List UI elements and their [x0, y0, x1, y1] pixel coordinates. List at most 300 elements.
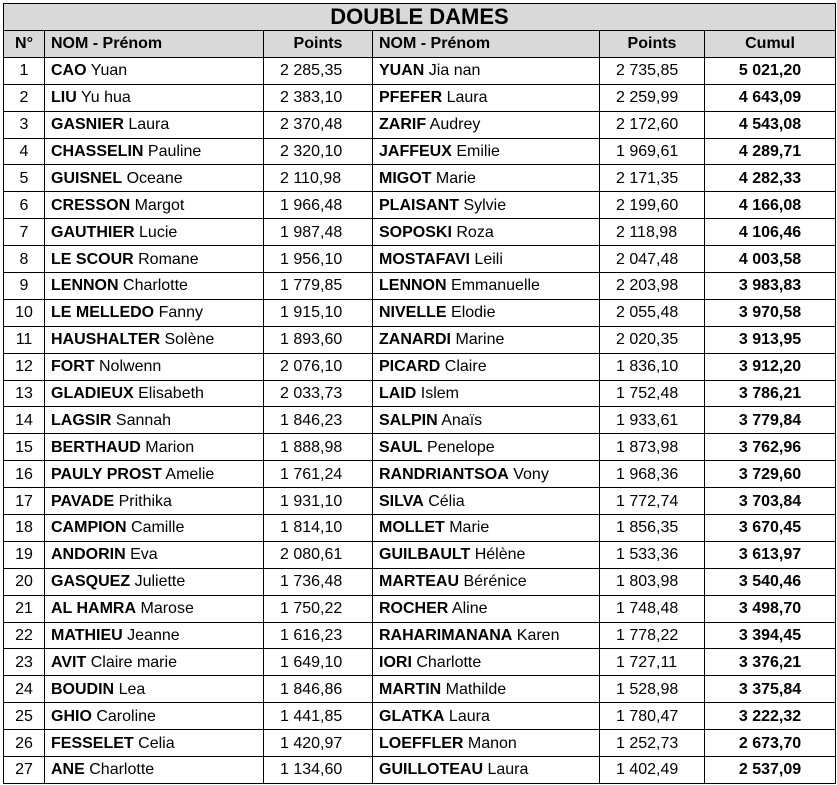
player1-points: 1 893,60	[264, 326, 373, 353]
player2-surname: MIGOT	[379, 169, 432, 187]
cumul-cell: 3 613,97	[705, 541, 836, 568]
player2-cell	[373, 488, 600, 515]
player2-points: 1 968,36	[600, 461, 705, 488]
player2-points: 1 969,61	[600, 138, 705, 165]
player2-firstname: Bérénice	[463, 573, 527, 591]
player2-surname: ZANARDI	[379, 331, 451, 349]
player2-surname: YUAN	[379, 62, 425, 80]
player1-surname: ANDORIN	[51, 546, 126, 564]
player2-surname: MOSTAFAVI	[379, 250, 470, 268]
player1-firstname: Amelie	[165, 465, 215, 483]
table-row	[4, 326, 836, 353]
table-row	[4, 595, 836, 622]
table-row	[4, 192, 836, 219]
player1-cell	[45, 165, 264, 192]
player2-surname: PLAISANT	[379, 196, 459, 214]
player1-firstname: Elisabeth	[138, 385, 204, 403]
table-row	[4, 57, 836, 84]
rank-cell: 1	[4, 57, 45, 84]
rank-cell: 16	[4, 461, 45, 488]
rank-cell: 5	[4, 165, 45, 192]
player1-cell	[45, 434, 264, 461]
player2-cell	[373, 219, 600, 246]
player2-cell	[373, 730, 600, 757]
player1-cell	[45, 111, 264, 138]
table-row	[4, 730, 836, 757]
player2-surname: PFEFER	[379, 89, 443, 107]
player2-cell	[373, 57, 600, 84]
player1-cell	[45, 299, 264, 326]
player2-points: 1 528,98	[600, 676, 705, 703]
player1-cell	[45, 703, 264, 730]
player1-cell	[45, 407, 264, 434]
cumul-cell: 3 703,84	[705, 488, 836, 515]
player2-surname: MARTEAU	[379, 573, 459, 591]
player1-points: 2 370,48	[264, 111, 373, 138]
player2-cell	[373, 649, 600, 676]
rank-cell: 11	[4, 326, 45, 353]
table-row	[4, 703, 836, 730]
table-row	[4, 353, 836, 380]
player2-points: 1 402,49	[600, 757, 705, 784]
player2-cell	[373, 192, 600, 219]
player1-surname: GAUTHIER	[51, 223, 135, 241]
player2-cell	[373, 622, 600, 649]
player2-points: 2 171,35	[600, 165, 705, 192]
player1-cell	[45, 757, 264, 784]
player2-points: 1 772,74	[600, 488, 705, 515]
player1-cell	[45, 138, 264, 165]
player2-firstname: Elodie	[451, 304, 496, 322]
table-body	[4, 57, 836, 783]
rank-cell: 3	[4, 111, 45, 138]
player2-cell	[373, 380, 600, 407]
rank-cell: 21	[4, 595, 45, 622]
cumul-cell: 3 779,84	[705, 407, 836, 434]
player2-surname: LENNON	[379, 277, 447, 295]
player1-firstname: Prithika	[118, 492, 172, 510]
player2-firstname: Aline	[451, 600, 488, 618]
player1-cell	[45, 515, 264, 542]
cumul-cell: 3 912,20	[705, 353, 836, 380]
player2-points: 2 259,99	[600, 84, 705, 111]
player2-surname: MOLLET	[379, 519, 445, 537]
player2-surname: SILVA	[379, 492, 424, 510]
cumul-cell: 3 670,45	[705, 515, 836, 542]
player2-cell	[373, 246, 600, 273]
player2-points: 1 252,73	[600, 730, 705, 757]
player1-surname: MATHIEU	[51, 627, 123, 645]
player2-firstname: Laura	[446, 89, 488, 107]
cumul-cell: 3 729,60	[705, 461, 836, 488]
player2-points: 2 203,98	[600, 273, 705, 300]
player1-points: 1 420,97	[264, 730, 373, 757]
player1-cell	[45, 326, 264, 353]
player1-cell	[45, 676, 264, 703]
player1-cell	[45, 380, 264, 407]
player2-firstname: Islem	[420, 385, 460, 403]
player2-points: 1 780,47	[600, 703, 705, 730]
player1-firstname: Romane	[138, 250, 199, 268]
player2-cell	[373, 407, 600, 434]
player2-surname: SALPIN	[379, 411, 438, 429]
player1-surname: LIU	[51, 89, 77, 107]
player1-surname: CHASSELIN	[51, 143, 144, 160]
player2-surname: JAFFEUX	[379, 143, 452, 160]
player2-points: 1 856,35	[600, 515, 705, 542]
ranking-table	[3, 3, 836, 784]
player1-surname: GUISNEL	[51, 169, 123, 187]
player1-surname: LE MELLEDO	[51, 304, 155, 322]
cumul-cell: 3 970,58	[705, 299, 836, 326]
player1-points: 1 134,60	[264, 757, 373, 784]
player2-surname: IORI	[379, 653, 412, 671]
cumul-cell: 3 375,84	[705, 676, 836, 703]
cumul-cell: 3 498,70	[705, 595, 836, 622]
player1-firstname: Lea	[118, 680, 146, 698]
cumul-cell: 3 913,95	[705, 326, 836, 353]
cumul-cell: 3 786,21	[705, 380, 836, 407]
player2-cell	[373, 461, 600, 488]
header-name2: NOM - Prénom	[373, 31, 600, 58]
player1-points: 2 285,35	[264, 57, 373, 84]
player1-points: 1 441,85	[264, 703, 373, 730]
player1-firstname: Margot	[134, 196, 185, 214]
rank-cell: 12	[4, 353, 45, 380]
table-row	[4, 515, 836, 542]
player1-firstname: Yuan	[90, 62, 128, 80]
rank-cell: 4	[4, 138, 45, 165]
player1-cell	[45, 461, 264, 488]
player2-firstname: Marie	[449, 519, 490, 537]
cumul-cell: 4 166,08	[705, 192, 836, 219]
player1-surname: AVIT	[51, 653, 87, 671]
player2-cell	[373, 84, 600, 111]
table-row	[4, 568, 836, 595]
cumul-cell: 4 643,09	[705, 84, 836, 111]
player2-points: 1 933,61	[600, 407, 705, 434]
table-row	[4, 541, 836, 568]
player1-points: 1 616,23	[264, 622, 373, 649]
player1-points: 1 966,48	[264, 192, 373, 219]
cumul-cell: 4 003,58	[705, 246, 836, 273]
player2-cell	[373, 299, 600, 326]
player1-firstname: Marion	[145, 438, 195, 456]
player1-surname: GASQUEZ	[51, 573, 131, 591]
player1-points: 2 383,10	[264, 84, 373, 111]
player1-points: 1 987,48	[264, 219, 373, 246]
player1-surname: GHIO	[51, 707, 92, 725]
player1-cell	[45, 568, 264, 595]
table-row	[4, 299, 836, 326]
cumul-cell: 3 222,32	[705, 703, 836, 730]
player1-points: 2 320,10	[264, 138, 373, 165]
player1-surname: CRESSON	[51, 196, 131, 214]
player2-firstname: Claire	[444, 358, 487, 376]
player2-cell	[373, 757, 600, 784]
player2-points: 1 778,22	[600, 622, 705, 649]
player1-cell	[45, 353, 264, 380]
rank-cell: 7	[4, 219, 45, 246]
table-row	[4, 434, 836, 461]
player2-points: 2 055,48	[600, 299, 705, 326]
player1-firstname: Charlotte	[89, 761, 155, 779]
player2-surname: LOEFFLER	[379, 734, 464, 752]
player1-points: 1 846,86	[264, 676, 373, 703]
player2-firstname: Vony	[513, 465, 549, 483]
player2-surname: RANDRIANTSOA	[379, 465, 509, 483]
player1-firstname: Camille	[131, 519, 185, 537]
player1-cell	[45, 541, 264, 568]
player2-surname: NIVELLE	[379, 304, 447, 322]
player2-firstname: Célia	[428, 492, 465, 510]
cumul-cell: 4 289,71	[705, 138, 836, 165]
rank-cell: 24	[4, 676, 45, 703]
player1-surname: CAMPION	[51, 519, 127, 537]
rank-cell: 10	[4, 299, 45, 326]
player1-points: 1 956,10	[264, 246, 373, 273]
table-row	[4, 461, 836, 488]
player2-firstname: Hélène	[474, 546, 526, 564]
player2-cell	[373, 568, 600, 595]
player2-cell	[373, 676, 600, 703]
player2-cell	[373, 434, 600, 461]
player2-points: 1 836,10	[600, 353, 705, 380]
player1-points: 1 649,10	[264, 649, 373, 676]
player1-points: 2 033,73	[264, 380, 373, 407]
player2-points: 2 020,35	[600, 326, 705, 353]
player2-firstname: Emmanuelle	[451, 277, 540, 295]
rank-cell: 2	[4, 84, 45, 111]
cumul-cell: 3 983,83	[705, 273, 836, 300]
rank-cell: 25	[4, 703, 45, 730]
rank-cell: 20	[4, 568, 45, 595]
player2-points: 1 748,48	[600, 595, 705, 622]
player2-cell	[373, 703, 600, 730]
player1-surname: AL HAMRA	[51, 600, 137, 618]
player2-firstname: Laura	[487, 761, 529, 779]
player1-firstname: Charlotte	[123, 277, 188, 295]
player1-firstname: Yu hua	[80, 89, 131, 107]
cumul-cell: 2 537,09	[705, 757, 836, 784]
player2-points: 2 735,85	[600, 57, 705, 84]
player1-firstname: Juliette	[134, 573, 186, 591]
player1-surname: ANE	[51, 761, 85, 779]
header-row	[4, 31, 836, 58]
player1-surname: LAGSIR	[51, 411, 112, 429]
player2-firstname: Audrey	[429, 116, 481, 134]
player1-surname: FORT	[51, 358, 95, 376]
rank-cell: 19	[4, 541, 45, 568]
player1-points: 1 779,85	[264, 273, 373, 300]
ranking-sheet	[3, 3, 835, 784]
player1-surname: BERTHAUD	[51, 438, 141, 456]
player1-points: 1 931,10	[264, 488, 373, 515]
cumul-cell: 4 282,33	[705, 165, 836, 192]
player1-cell	[45, 730, 264, 757]
player1-surname: LE SCOUR	[51, 250, 134, 268]
cumul-cell: 3 762,96	[705, 434, 836, 461]
player1-surname: CAO	[51, 62, 87, 80]
player2-points: 2 118,98	[600, 219, 705, 246]
header-name1: NOM - Prénom	[45, 31, 264, 58]
rank-cell: 6	[4, 192, 45, 219]
player1-firstname: Claire marie	[90, 653, 177, 671]
player1-firstname: Nolwenn	[99, 358, 162, 376]
player2-firstname: Emilie	[456, 143, 500, 160]
player2-surname: MARTIN	[379, 680, 442, 698]
player2-firstname: Karen	[516, 627, 560, 645]
table-row	[4, 138, 836, 165]
rank-cell: 26	[4, 730, 45, 757]
player2-surname: PICARD	[379, 358, 441, 376]
table-row	[4, 84, 836, 111]
player2-firstname: Jia nan	[428, 62, 481, 80]
player2-cell	[373, 595, 600, 622]
player1-points: 1 846,23	[264, 407, 373, 434]
player1-firstname: Lucie	[139, 223, 178, 241]
player2-cell	[373, 353, 600, 380]
player2-cell	[373, 165, 600, 192]
player2-surname: LAID	[379, 385, 417, 403]
player2-firstname: Laura	[448, 707, 490, 725]
player1-surname: HAUSHALTER	[51, 331, 161, 349]
player2-cell	[373, 515, 600, 542]
player2-firstname: Sylvie	[463, 196, 507, 214]
player2-firstname: Roza	[456, 223, 494, 241]
table-row	[4, 111, 836, 138]
table-row	[4, 676, 836, 703]
player1-surname: GLADIEUX	[51, 385, 134, 403]
player2-points: 2 199,60	[600, 192, 705, 219]
player2-firstname: Marie	[435, 169, 476, 187]
player2-points: 2 172,60	[600, 111, 705, 138]
player1-points: 2 110,98	[264, 165, 373, 192]
table-row	[4, 246, 836, 273]
player2-surname: GLATKA	[379, 707, 445, 725]
player2-firstname: Charlotte	[416, 653, 482, 671]
cumul-cell: 3 376,21	[705, 649, 836, 676]
player1-points: 1 888,98	[264, 434, 373, 461]
table-row	[4, 622, 836, 649]
rank-cell: 22	[4, 622, 45, 649]
player2-cell	[373, 326, 600, 353]
player1-points: 1 736,48	[264, 568, 373, 595]
player2-cell	[373, 138, 600, 165]
player1-firstname: Laura	[128, 116, 170, 134]
player1-firstname: Jeanne	[127, 627, 180, 645]
player2-points: 1 752,48	[600, 380, 705, 407]
player1-cell	[45, 246, 264, 273]
player2-cell	[373, 541, 600, 568]
player2-points: 1 803,98	[600, 568, 705, 595]
player1-firstname: Eva	[130, 546, 158, 564]
player1-surname: BOUDIN	[51, 680, 115, 698]
player1-cell	[45, 488, 264, 515]
player2-surname: SOPOSKI	[379, 223, 452, 241]
player2-points: 1 727,11	[600, 649, 705, 676]
table-row	[4, 649, 836, 676]
table-row	[4, 219, 836, 246]
player2-firstname: Mathilde	[445, 680, 507, 698]
player1-firstname: Pauline	[147, 143, 202, 160]
rank-cell: 27	[4, 757, 45, 784]
player1-cell	[45, 622, 264, 649]
player2-points: 1 873,98	[600, 434, 705, 461]
player1-cell	[45, 273, 264, 300]
player2-firstname: Manon	[467, 734, 517, 752]
player1-cell	[45, 595, 264, 622]
rank-cell: 17	[4, 488, 45, 515]
player1-cell	[45, 57, 264, 84]
player1-surname: PAULY PROST	[51, 465, 162, 483]
cumul-cell: 2 673,70	[705, 730, 836, 757]
player1-firstname: Celia	[138, 734, 175, 752]
player2-points: 2 047,48	[600, 246, 705, 273]
player1-firstname: Marose	[140, 600, 194, 618]
player1-cell	[45, 219, 264, 246]
player1-firstname: Oceane	[126, 169, 183, 187]
table-row	[4, 380, 836, 407]
rank-cell: 13	[4, 380, 45, 407]
rank-cell: 15	[4, 434, 45, 461]
rank-cell: 14	[4, 407, 45, 434]
player1-firstname: Fanny	[158, 304, 204, 322]
table-row	[4, 757, 836, 784]
player1-cell	[45, 649, 264, 676]
table-row	[4, 273, 836, 300]
player1-firstname: Caroline	[96, 707, 156, 725]
player2-surname: ZARIF	[379, 116, 427, 134]
cumul-cell: 4 543,08	[705, 111, 836, 138]
player1-points: 1 915,10	[264, 299, 373, 326]
table-row	[4, 407, 836, 434]
player1-points: 1 761,24	[264, 461, 373, 488]
player2-cell	[373, 273, 600, 300]
player1-surname: FESSELET	[51, 734, 134, 752]
cumul-cell: 5 021,20	[705, 57, 836, 84]
player1-points: 1 750,22	[264, 595, 373, 622]
player2-firstname: Marine	[455, 331, 505, 349]
table-row	[4, 165, 836, 192]
player1-cell	[45, 84, 264, 111]
header-points1: Points	[264, 31, 373, 58]
player1-points: 1 814,10	[264, 515, 373, 542]
cumul-cell: 3 540,46	[705, 568, 836, 595]
rank-cell: 18	[4, 515, 45, 542]
table-title: DOUBLE DAMES	[4, 4, 836, 31]
rank-cell: 8	[4, 246, 45, 273]
rank-cell: 9	[4, 273, 45, 300]
header-cumul: Cumul	[705, 31, 836, 58]
header-num: N°	[4, 31, 45, 58]
player2-firstname: Leili	[474, 250, 503, 268]
player1-surname: GASNIER	[51, 116, 124, 134]
player2-surname: GUILLOTEAU	[379, 761, 483, 779]
table-row	[4, 488, 836, 515]
player2-cell	[373, 111, 600, 138]
player2-surname: RAHARIMANANA	[379, 627, 513, 645]
player2-surname: ROCHER	[379, 600, 449, 618]
player2-surname: SAUL	[379, 438, 423, 456]
player1-surname: LENNON	[51, 277, 119, 295]
player2-firstname: Anaïs	[441, 411, 483, 429]
player1-cell	[45, 192, 264, 219]
player2-firstname: Penelope	[427, 438, 495, 456]
player1-surname: PAVADE	[51, 492, 115, 510]
cumul-cell: 3 394,45	[705, 622, 836, 649]
cumul-cell: 4 106,46	[705, 219, 836, 246]
